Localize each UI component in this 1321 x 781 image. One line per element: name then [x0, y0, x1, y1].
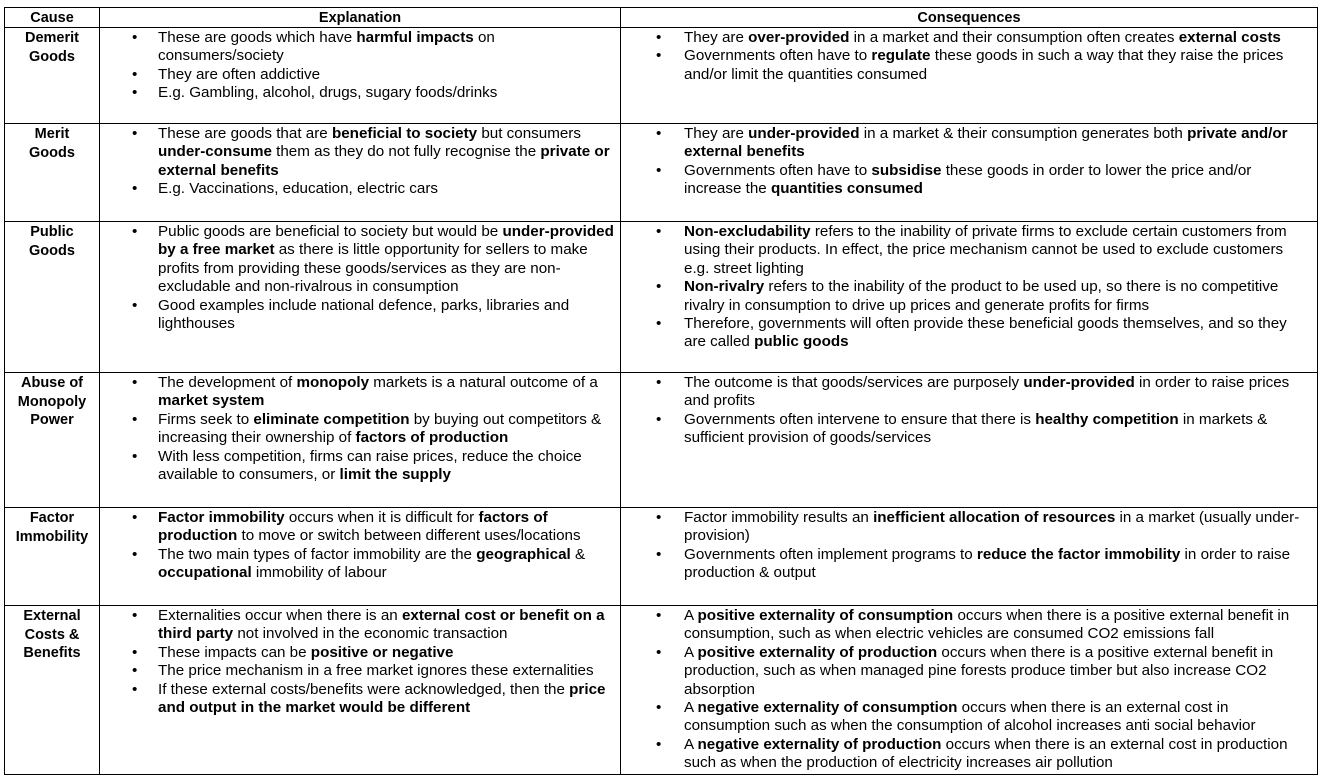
table-row [5, 373, 1318, 508]
table-row [5, 28, 1318, 124]
bullet-item [621, 509, 1311, 546]
cause-label-line: Abuse of [20, 375, 84, 391]
bullet-item [621, 736, 1311, 773]
body-text: these goods in such a way that they raise the prices and/or limit the quantities consumed [684, 47, 1284, 83]
bullet-icon: • [132, 180, 138, 198]
bullet-item [100, 644, 614, 662]
emphasis-text: subsidise [871, 161, 942, 179]
body-text: Therefore, governments will often provide these beneficial goods themselves, and so they are called [684, 315, 1287, 351]
body-text: occurs when there is an external cost in consumption such as when the consumption of alcohol increases anti social behavior [684, 699, 1256, 735]
emphasis-text: harmful impacts [356, 29, 474, 46]
bullet-item [100, 223, 614, 297]
body-text: markets is a natural outcome of a [369, 374, 598, 391]
emphasis-text: Non-excludability [684, 223, 811, 240]
explanation-cell [100, 28, 621, 124]
emphasis-text: private or external benefits [158, 143, 610, 179]
consequences-list [621, 606, 1317, 773]
explanation-cell [100, 373, 621, 508]
bullet-icon: • [132, 65, 138, 83]
bullet-icon: • [132, 374, 138, 391]
body-text: A [684, 735, 698, 753]
body-text: in a market & their consumption generates both [859, 125, 1188, 142]
bullet-item [100, 66, 614, 84]
cause-label-line: Factor [29, 510, 75, 526]
bullet-item [621, 607, 1311, 644]
body-text: but consumers [477, 125, 581, 142]
body-text: occurs when there is a positive external benefit in production, such as when managed pine forests produce timber but also increase CO2 absorption [684, 643, 1274, 698]
body-text: The two main types of factor immobility are the [158, 545, 477, 563]
body-text: these goods in order to lower the price and/or increase the [684, 161, 1252, 198]
bullet-item [100, 607, 614, 644]
bullet-item [621, 644, 1311, 699]
emphasis-text: over-provided [748, 29, 850, 46]
header-consequences: Consequences [621, 8, 1318, 28]
body-text: in a market and their consumption often creates [849, 29, 1179, 46]
body-text: them as they do not fully recognise the [271, 143, 541, 161]
body-text: A [684, 607, 698, 624]
emphasis-text: positive externality of consumption [697, 607, 954, 624]
consequences-cell [621, 124, 1318, 222]
body-text: as there is little opportunity for sellers to make profits from providing these goods/services as they are non-excludable and non-rivalrous in consumption [158, 241, 588, 296]
bullet-item [621, 47, 1311, 84]
body-text: They are often addictive [158, 65, 321, 83]
market-failure-table [4, 7, 1318, 775]
cause-label-line: Goods [29, 48, 75, 65]
body-text: in order to raise prices and profits [684, 374, 1290, 410]
cause-label-line: Demerit [25, 30, 79, 46]
bullet-item [621, 125, 1311, 162]
consequences-cell [621, 508, 1318, 606]
consequences-list [621, 28, 1317, 84]
emphasis-text: limit the supply [339, 466, 451, 484]
explanation-cell [100, 508, 621, 606]
bullet-icon: • [132, 125, 138, 142]
bullet-icon: • [656, 735, 662, 753]
cause-label-line: Costs & [24, 626, 80, 643]
explanation-cell [100, 124, 621, 222]
body-text: These are goods which have [158, 29, 357, 46]
table-row [5, 606, 1318, 775]
bullet-icon: • [132, 410, 138, 428]
body-text: by buying out competitors & increasing their ownership of [158, 410, 602, 447]
bullet-item [100, 297, 614, 334]
body-text: The price mechanism in a free market ignores these externalities [158, 662, 594, 680]
cause-label-line: Merit [34, 126, 70, 142]
bullet-item [621, 223, 1311, 278]
bullet-icon: • [132, 680, 138, 698]
body-text: Externalities occur when there is an [158, 607, 402, 624]
bullet-item [100, 125, 614, 180]
bullet-item [100, 448, 614, 485]
emphasis-text: healthy competition [1035, 410, 1179, 428]
body-text: With less competition, firms can raise prices, reduce the choice available to consumers, or [158, 447, 582, 484]
header-explanation: Explanation [100, 8, 621, 28]
cause-cell [5, 508, 100, 606]
emphasis-text: eliminate competition [253, 410, 410, 428]
body-text: Governments often intervene to ensure that there is [684, 410, 1036, 428]
cause-cell [5, 373, 100, 508]
emphasis-text: monopoly [296, 374, 370, 391]
emphasis-text: under-consume [158, 143, 272, 161]
bullet-item [621, 411, 1311, 448]
body-text: immobility of labour [251, 564, 387, 582]
bullet-icon: • [656, 223, 662, 240]
header-row [5, 8, 1318, 28]
emphasis-text: regulate [871, 47, 931, 65]
body-text: occurs when there is a positive external benefit in consumption, such as when electric vehicles are consumed CO2 emissions fall [684, 607, 1290, 643]
body-text: They are [684, 125, 749, 142]
explanation-list [100, 28, 620, 103]
body-text: A [684, 643, 698, 661]
body-text: occurs when there is an external cost in production such as when the production of electricity increases air pollution [684, 735, 1288, 772]
emphasis-text: negative externality of production [697, 735, 942, 753]
body-text: These impacts can be [158, 643, 311, 661]
body-text: A [684, 699, 698, 717]
emphasis-text: public goods [754, 333, 849, 351]
cause-cell [5, 222, 100, 373]
emphasis-text: negative externality of consumption [697, 699, 958, 717]
bullet-icon: • [132, 223, 138, 240]
body-text: Firms seek to [158, 410, 254, 428]
body-text: E.g. Vaccinations, education, electric cars [158, 180, 438, 198]
bullet-item [100, 509, 614, 546]
explanation-cell [100, 222, 621, 373]
bullet-icon: • [132, 509, 138, 526]
bullet-icon: • [656, 161, 662, 179]
table-row [5, 124, 1318, 222]
emphasis-text: geographical [476, 545, 571, 563]
cause-cell [5, 606, 100, 775]
bullet-icon: • [656, 643, 662, 661]
body-text: in markets & sufficient provision of goods/services [684, 410, 1268, 447]
explanation-list [100, 124, 620, 199]
bullet-icon: • [132, 29, 138, 46]
emphasis-text: positive externality of production [697, 643, 938, 661]
cause-cell [5, 124, 100, 222]
cause-label-line: External [23, 608, 81, 624]
bullet-item [100, 374, 614, 411]
emphasis-text: under-provided [748, 125, 860, 142]
body-text: Governments often have to [684, 47, 872, 65]
bullet-item [100, 546, 614, 583]
explanation-list [100, 606, 620, 717]
body-text: to move or switch between different uses/locations [237, 527, 581, 545]
explanation-list [100, 373, 620, 484]
bullet-icon: • [132, 662, 138, 680]
body-text: in order to raise production & output [684, 545, 1291, 582]
body-text: refers to the inability of private firms to exclude certain customers from using their products. In effect, the price mechanism cannot be used to exclude customers e.g. street lighting [684, 223, 1287, 277]
cause-label-line: Monopoly [17, 393, 87, 410]
bullet-icon: • [656, 509, 662, 526]
bullet-item [100, 29, 614, 66]
emphasis-text: under-provided by a free market [158, 223, 614, 259]
bullet-icon: • [656, 545, 662, 563]
cause-label-line: Immobility [15, 528, 89, 545]
bullet-icon: • [656, 374, 662, 391]
emphasis-text: factors of production [355, 429, 509, 447]
bullet-icon: • [656, 315, 662, 333]
consequences-list [621, 222, 1317, 352]
bullet-item [621, 699, 1311, 736]
consequences-list [621, 508, 1317, 583]
emphasis-text: external costs [1178, 29, 1281, 46]
cause-label-line: Goods [29, 242, 75, 259]
header-cause: Cause [5, 8, 100, 28]
cause-label-line: Public [30, 224, 74, 240]
body-text: refers to the inability of the product to be used up, so there is no competitive rivalry in consumption to drive up prices and generate profits for firms [684, 278, 1279, 314]
explanation-cell [100, 606, 621, 775]
body-text: The development of [158, 374, 297, 391]
body-text: E.g. Gambling, alcohol, drugs, sugary foods/drinks [158, 84, 498, 102]
emphasis-text: private and/or external benefits [684, 125, 1288, 161]
cause-label-line: Benefits [23, 645, 81, 661]
body-text: on consumers/society [158, 29, 495, 65]
emphasis-text: reduce the factor immobility [976, 545, 1181, 563]
emphasis-text: quantities consumed [770, 180, 923, 198]
bullet-icon: • [656, 47, 662, 65]
bullet-icon: • [132, 545, 138, 563]
emphasis-text: external cost or benefit on a third party [158, 607, 605, 643]
bullet-item [621, 29, 1311, 47]
emphasis-text: inefficient allocation of resources [873, 509, 1116, 526]
body-text: They are [684, 29, 749, 46]
emphasis-text: market system [158, 392, 265, 410]
bullet-icon: • [132, 607, 138, 624]
body-text: occurs when it is difficult for [284, 509, 479, 526]
bullet-item [100, 411, 614, 448]
bullet-icon: • [656, 29, 662, 46]
bullet-icon: • [132, 296, 138, 314]
consequences-cell [621, 373, 1318, 508]
body-text: If these external costs/benefits were acknowledged, then the [158, 680, 570, 698]
bullet-item [100, 662, 614, 680]
emphasis-text: Factor immobility [158, 509, 285, 526]
consequences-cell [621, 606, 1318, 775]
explanation-list [100, 222, 620, 333]
body-text: in a market (usually under-provision) [684, 509, 1300, 545]
bullet-icon: • [132, 643, 138, 661]
emphasis-text: factors of production [158, 509, 548, 545]
bullet-item [100, 681, 614, 718]
bullet-icon: • [656, 125, 662, 142]
cause-cell [5, 28, 100, 124]
consequences-cell [621, 222, 1318, 373]
bullet-item [621, 315, 1311, 352]
consequences-list [621, 124, 1317, 199]
body-text: Public goods are beneficial to society but would be [158, 223, 503, 240]
body-text: not involved in the economic transaction [233, 625, 508, 643]
body-text: Factor immobility results an [684, 509, 874, 526]
bullet-icon: • [656, 699, 662, 717]
explanation-list [100, 508, 620, 583]
bullet-item [100, 84, 614, 102]
emphasis-text: occupational [158, 564, 252, 582]
bullet-icon: • [132, 84, 138, 102]
bullet-icon: • [656, 607, 662, 624]
cause-label-line: Goods [29, 144, 75, 161]
table-row [5, 508, 1318, 606]
body-text: Good examples include national defence, parks, libraries and lighthouses [158, 296, 570, 333]
body-text: & [570, 545, 586, 563]
bullet-icon: • [656, 278, 662, 296]
cause-label-line: Power [30, 412, 74, 428]
emphasis-text: price and output in the market would be different [158, 680, 606, 717]
bullet-icon: • [656, 410, 662, 428]
body-text: The outcome is that goods/services are purposely [684, 374, 1024, 391]
body-text: These are goods that are [158, 125, 332, 142]
emphasis-text: positive or negative [310, 643, 454, 661]
bullet-item [621, 162, 1311, 199]
consequences-list [621, 373, 1317, 448]
bullet-item [621, 278, 1311, 315]
body-text: Governments often implement programs to [684, 545, 977, 563]
table-row [5, 222, 1318, 373]
emphasis-text: Non-rivalry [684, 278, 765, 296]
consequences-cell [621, 28, 1318, 124]
bullet-icon: • [132, 447, 138, 465]
emphasis-text: under-provided [1023, 374, 1135, 391]
bullet-item [100, 180, 614, 198]
bullet-item [621, 374, 1311, 411]
bullet-item [621, 546, 1311, 583]
body-text: Governments often have to [684, 161, 872, 179]
emphasis-text: beneficial to society [331, 125, 478, 142]
